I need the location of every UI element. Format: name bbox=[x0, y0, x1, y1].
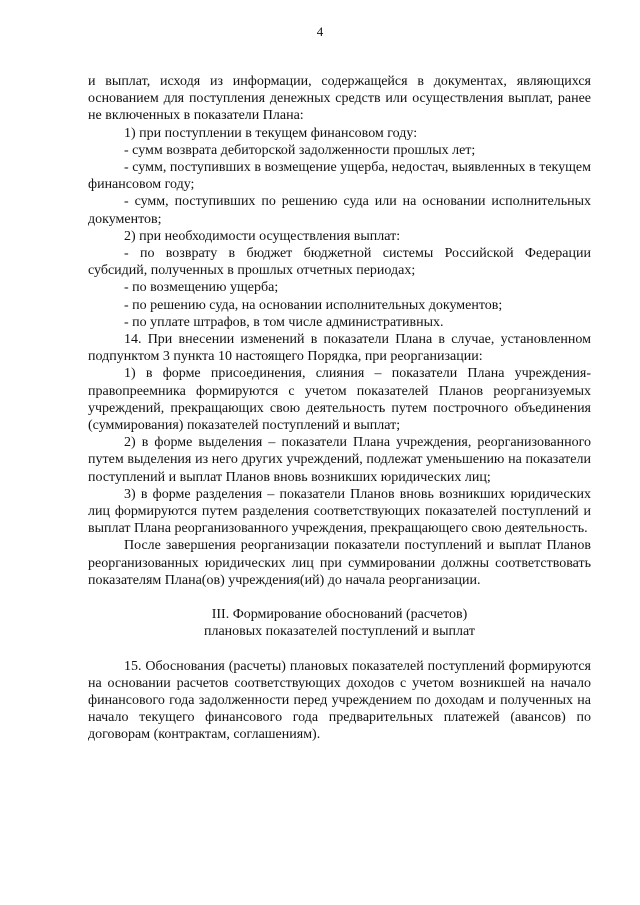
section-heading-line-2: плановых показателей поступлений и выплат bbox=[203, 624, 476, 640]
paragraph-item-fines: - по уплате штрафов, в том числе административных. bbox=[124, 314, 444, 330]
paragraph-14-division: 3) в форме разделения – показатели Планов вновь возникших юридических лиц формируются путем разделения соответствующих показателей поступлений и выплат Плана реорганизованного учреждения, прекращающего свою деятельность. bbox=[88, 486, 591, 537]
section-heading-line-1: III. Формирование обоснований (расчетов) bbox=[211, 607, 468, 623]
paragraph-14: 14. При внесении изменений в показатели Плана в случае, установленном подпунктом 3 пункта 10 настоящего Порядка, при реорганизации: bbox=[88, 332, 591, 365]
spacer bbox=[88, 589, 591, 606]
paragraph-item-budget-return: - по возврату в бюджет бюджетной системы Российской Федерации субсидий, полученных в прошлых отчетных периодах; bbox=[88, 246, 591, 279]
paragraph-item-receivables: - сумм возврата дебиторской задолженности прошлых лет; bbox=[124, 142, 476, 158]
paragraph-item-payments: 2) при необходимости осуществления выплат: bbox=[124, 228, 401, 244]
paragraph-14-spinoff: 2) в форме выделения – показатели Плана учреждения, реорганизованного путем выделения из него других учреждений, подлежат уменьшению на показатели поступлений и выплат Планов вновь возникших юридических лиц; bbox=[88, 435, 591, 485]
document-body bbox=[88, 73, 591, 744]
paragraph-item-court-payments: - по решению суда, на основании исполнительных документов; bbox=[124, 297, 503, 313]
paragraph-after-reorganization: После завершения реорганизации показатели поступлений и выплат Планов реорганизованных юридических лиц при суммировании должны соответствовать показателям Плана(ов) учреждения(ий) до начала реорганизации. bbox=[88, 538, 591, 588]
spacer bbox=[88, 641, 591, 658]
paragraph-15: 15. Обоснования (расчеты) плановых показателей поступлений формируются на основании расчетов соответствующих доходов с учетом возникшей на начало финансового года задолженности перед учреждением по доходам и полученных на начало текущего финансового года предварительных платежей (авансов) по договорам (контрактам, соглашениям). bbox=[88, 658, 591, 743]
paragraph-continuation: и выплат, исходя из информации, содержащейся в документах, являющихся основанием для поступления денежных средств или осуществления выплат, ранее не включенных в показатели Плана: bbox=[88, 74, 591, 124]
paragraph-item-receipts: 1) при поступлении в текущем финансовом году: bbox=[124, 125, 418, 141]
paragraph-14-merger: 1) в форме присоединения, слияния – показатели Плана учреждения-правопреемника формируются с учетом показателей Планов реорганизуемых учреждений, прекращающих свою деятельность путем построчного объединения (суммирования) показателей поступлений и выплат; bbox=[88, 366, 591, 434]
paragraph-item-damage-compensation: - по возмещению ущерба; bbox=[124, 280, 279, 296]
paragraph-item-court-receipts: - сумм, поступивших по решению суда или на основании исполнительных документов; bbox=[88, 194, 591, 227]
paragraph-item-damages: - сумм, поступивших в возмещение ущерба, недостач, выявленных в текущем финансовом году; bbox=[88, 160, 591, 193]
page-number: 4 bbox=[316, 24, 324, 39]
